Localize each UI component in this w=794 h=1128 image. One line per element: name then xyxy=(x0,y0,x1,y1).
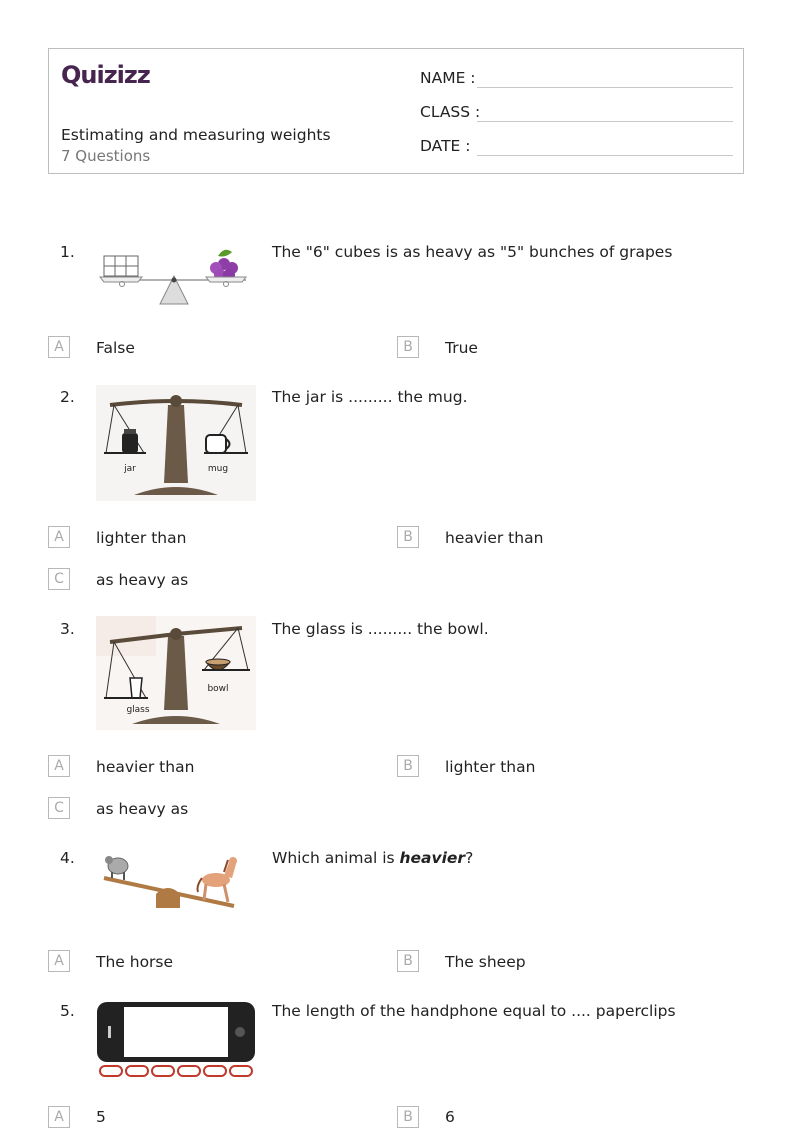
option-a-text[interactable]: The horse xyxy=(96,953,174,971)
option-a-text[interactable]: lighter than xyxy=(96,529,187,547)
worksheet-header xyxy=(48,48,744,174)
bowl-label: bowl xyxy=(207,684,229,694)
jar-label: jar xyxy=(124,464,136,474)
question-number: 2. xyxy=(60,388,75,406)
question-text-after: ? xyxy=(465,849,474,867)
phone-paperclips-icon xyxy=(96,1000,256,1086)
question-text: The jar is ......... the mug. xyxy=(272,388,468,406)
question-number: 5. xyxy=(60,1002,75,1020)
scale-jar-mug-icon xyxy=(96,385,256,505)
class-label: CLASS : xyxy=(420,103,481,121)
option-a-box[interactable]: A xyxy=(48,526,70,548)
option-a-box[interactable]: A xyxy=(48,336,70,358)
class-line[interactable] xyxy=(477,121,733,122)
option-b-box[interactable]: B xyxy=(397,336,419,358)
date-label: DATE : xyxy=(420,137,471,155)
seesaw-sheep-horse-icon xyxy=(96,850,246,920)
option-b-text[interactable]: 6 xyxy=(445,1108,455,1126)
option-a-box[interactable]: A xyxy=(48,950,70,972)
quizizz-logo xyxy=(61,59,161,93)
question-number: 4. xyxy=(60,849,75,867)
question-text: The "6" cubes is as heavy as "5" bunches of grapes xyxy=(272,243,673,261)
name-label: NAME : xyxy=(420,69,476,87)
worksheet-title: Estimating and measuring weights xyxy=(61,126,331,144)
svg-text:Quizizz: Quizizz xyxy=(61,61,150,89)
scale-glass-bowl-icon xyxy=(96,616,256,734)
date-line[interactable] xyxy=(477,155,733,156)
question-text xyxy=(272,849,473,867)
option-c-box[interactable]: C xyxy=(48,797,70,819)
name-line[interactable] xyxy=(477,87,733,88)
question-text: The length of the handphone equal to .... paperclips xyxy=(272,1002,676,1020)
question-text-before: Which animal is xyxy=(272,849,400,867)
option-a-text[interactable]: 5 xyxy=(96,1108,106,1126)
option-b-text[interactable]: heavier than xyxy=(445,529,544,547)
option-a-text[interactable]: False xyxy=(96,339,135,357)
option-b-box[interactable]: B xyxy=(397,1106,419,1128)
option-a-text[interactable]: heavier than xyxy=(96,758,195,776)
question-text-emphasis: heavier xyxy=(399,849,466,867)
option-b-box[interactable]: B xyxy=(397,950,419,972)
question-number: 1. xyxy=(60,243,75,261)
option-b-box[interactable]: B xyxy=(397,526,419,548)
question-count: 7 Questions xyxy=(61,147,151,165)
glass-label: glass xyxy=(126,705,150,715)
option-a-box[interactable]: A xyxy=(48,1106,70,1128)
option-b-text[interactable]: True xyxy=(445,339,478,357)
option-b-box[interactable]: B xyxy=(397,755,419,777)
question-number: 3. xyxy=(60,620,75,638)
balance-cubes-grapes-icon xyxy=(96,238,256,314)
question-text: The glass is ......... the bowl. xyxy=(272,620,489,638)
option-a-box[interactable]: A xyxy=(48,755,70,777)
option-b-text[interactable]: lighter than xyxy=(445,758,536,776)
mug-label: mug xyxy=(207,464,229,474)
option-c-text[interactable]: as heavy as xyxy=(96,571,189,589)
option-c-text[interactable]: as heavy as xyxy=(96,800,189,818)
option-b-text[interactable]: The sheep xyxy=(445,953,526,971)
option-c-box[interactable]: C xyxy=(48,568,70,590)
